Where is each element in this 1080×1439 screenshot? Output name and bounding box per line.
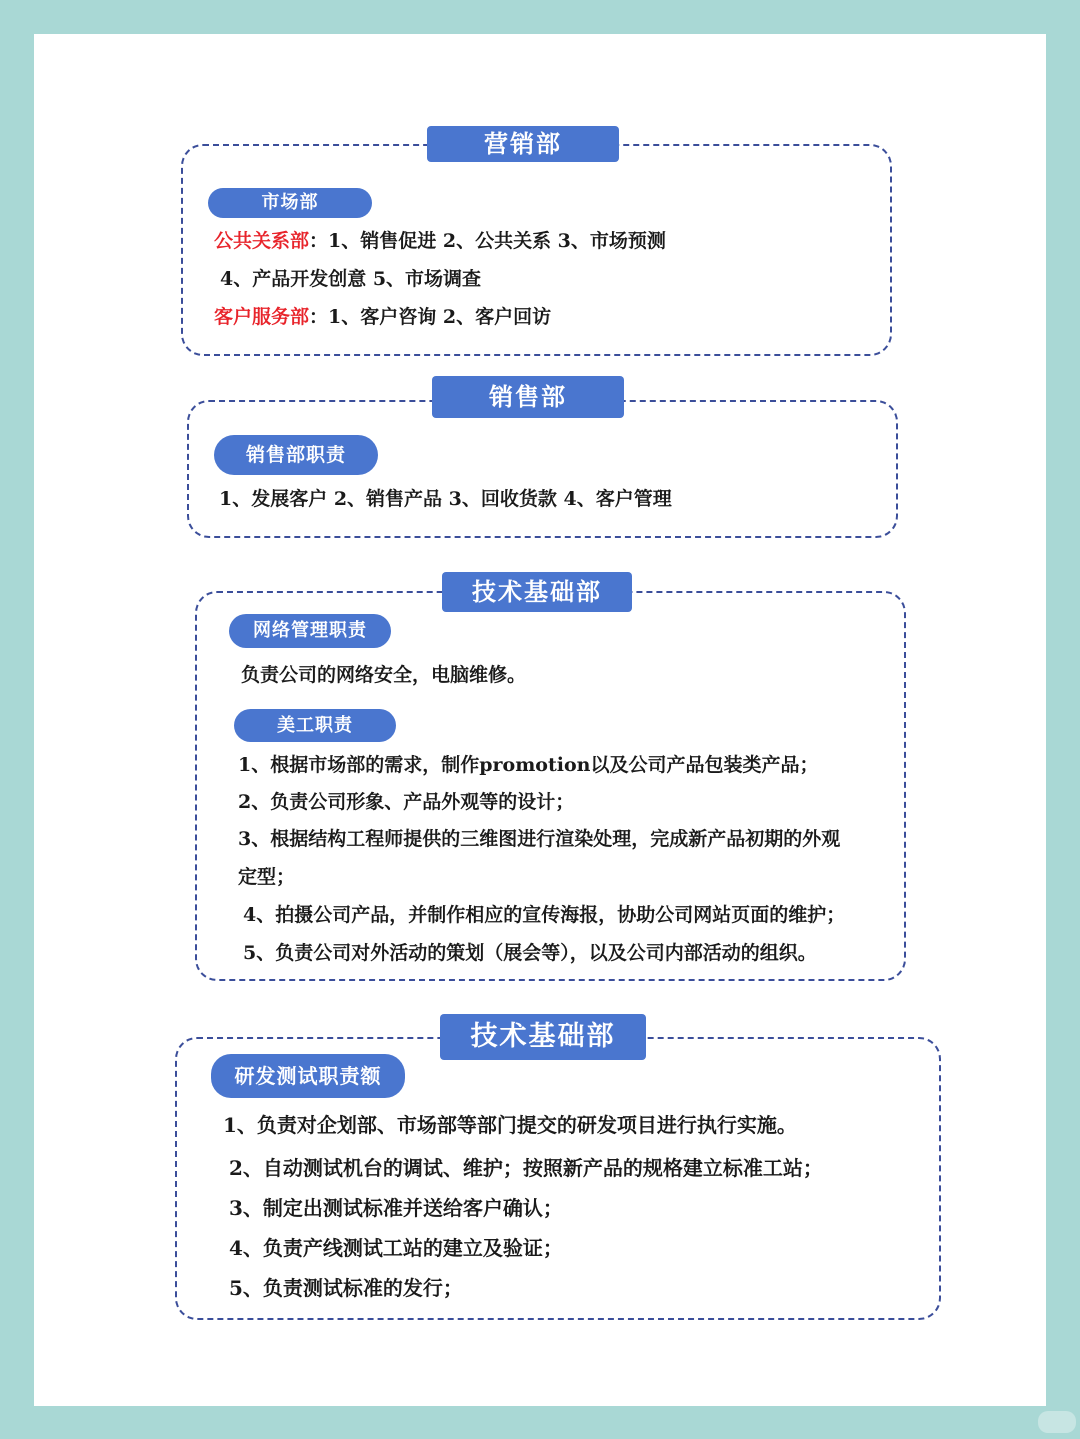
marketing-line-2-text: 4、产品开发创意 5、市场调查 xyxy=(220,268,482,290)
watermark-blob xyxy=(1038,1411,1076,1433)
public-relations-label: 公共关系部 xyxy=(214,230,310,252)
rd-line-4-text: 4、负责产线测试工站的建立及验证； xyxy=(229,1236,563,1260)
network-line-1 xyxy=(241,663,526,687)
design-line-2-text: 2、负责公司形象、产品外观等的设计； xyxy=(238,791,575,813)
customer-service-text: ：1、客户咨询 2、客户回访 xyxy=(309,306,552,328)
section-sales-title: 销售部 xyxy=(432,376,624,418)
design-line-2 xyxy=(238,790,574,814)
design-line-3-text: 3、根据结构工程师提供的三维图进行渲染处理，完成新产品初期的外观 xyxy=(238,828,841,850)
design-line-6 xyxy=(243,941,817,965)
design-line-1 xyxy=(238,753,818,777)
rd-line-1 xyxy=(223,1113,797,1137)
network-line-1-text: 负责公司的网络安全，电脑维修。 xyxy=(241,664,527,686)
section-rd-title: 技术基础部 xyxy=(440,1014,646,1060)
design-line-1-text: 1、根据市场部的需求，制作promotion以及公司产品包装类产品； xyxy=(238,754,819,776)
design-line-5 xyxy=(243,903,845,927)
subsection-market-dept-pill: 市场部 xyxy=(208,188,372,218)
rd-line-2-text: 2、自动测试机台的调试、维护；按照新产品的规格建立标准工站； xyxy=(229,1156,823,1180)
section-marketing-title: 营销部 xyxy=(427,126,619,162)
section-tech-title: 技术基础部 xyxy=(442,572,632,612)
rd-line-1-text: 1、负责对企划部、市场部等部门提交的研发项目进行执行实施。 xyxy=(223,1113,797,1137)
design-line-6-text: 5、负责公司对外活动的策划（展会等），以及公司内部活动的组织。 xyxy=(243,942,817,964)
subsection-rd-test-duties-pill: 研发测试职责额 xyxy=(211,1054,405,1098)
design-line-4 xyxy=(238,865,295,889)
marketing-line-3 xyxy=(214,305,551,329)
sales-line-1-text: 1、发展客户 2、销售产品 3、回收货款 4、客户管理 xyxy=(219,488,672,510)
subsection-design-duties-pill: 美工职责 xyxy=(234,709,396,742)
rd-line-3 xyxy=(229,1196,563,1220)
subsection-network-duties-pill: 网络管理职责 xyxy=(229,614,391,648)
design-line-4-text: 定型； xyxy=(238,866,296,888)
design-line-5-text: 4、拍摄公司产品，并制作相应的宣传海报，协助公司网站页面的维护； xyxy=(243,904,846,926)
marketing-line-1 xyxy=(214,229,666,253)
design-line-3 xyxy=(238,827,840,851)
rd-line-3-text: 3、制定出测试标准并送给客户确认； xyxy=(229,1196,563,1220)
marketing-line-2 xyxy=(220,267,481,291)
rd-line-5 xyxy=(229,1276,463,1300)
sales-line-1 xyxy=(219,487,672,511)
customer-service-label: 客户服务部 xyxy=(214,306,310,328)
rd-line-2 xyxy=(229,1156,823,1180)
rd-line-5-text: 5、负责测试标准的发行； xyxy=(229,1276,463,1300)
public-relations-text: ：1、销售促进 2、公共关系 3、市场预测 xyxy=(309,230,666,252)
rd-line-4 xyxy=(229,1236,563,1260)
subsection-sales-duties-pill: 销售部职责 xyxy=(214,435,378,475)
